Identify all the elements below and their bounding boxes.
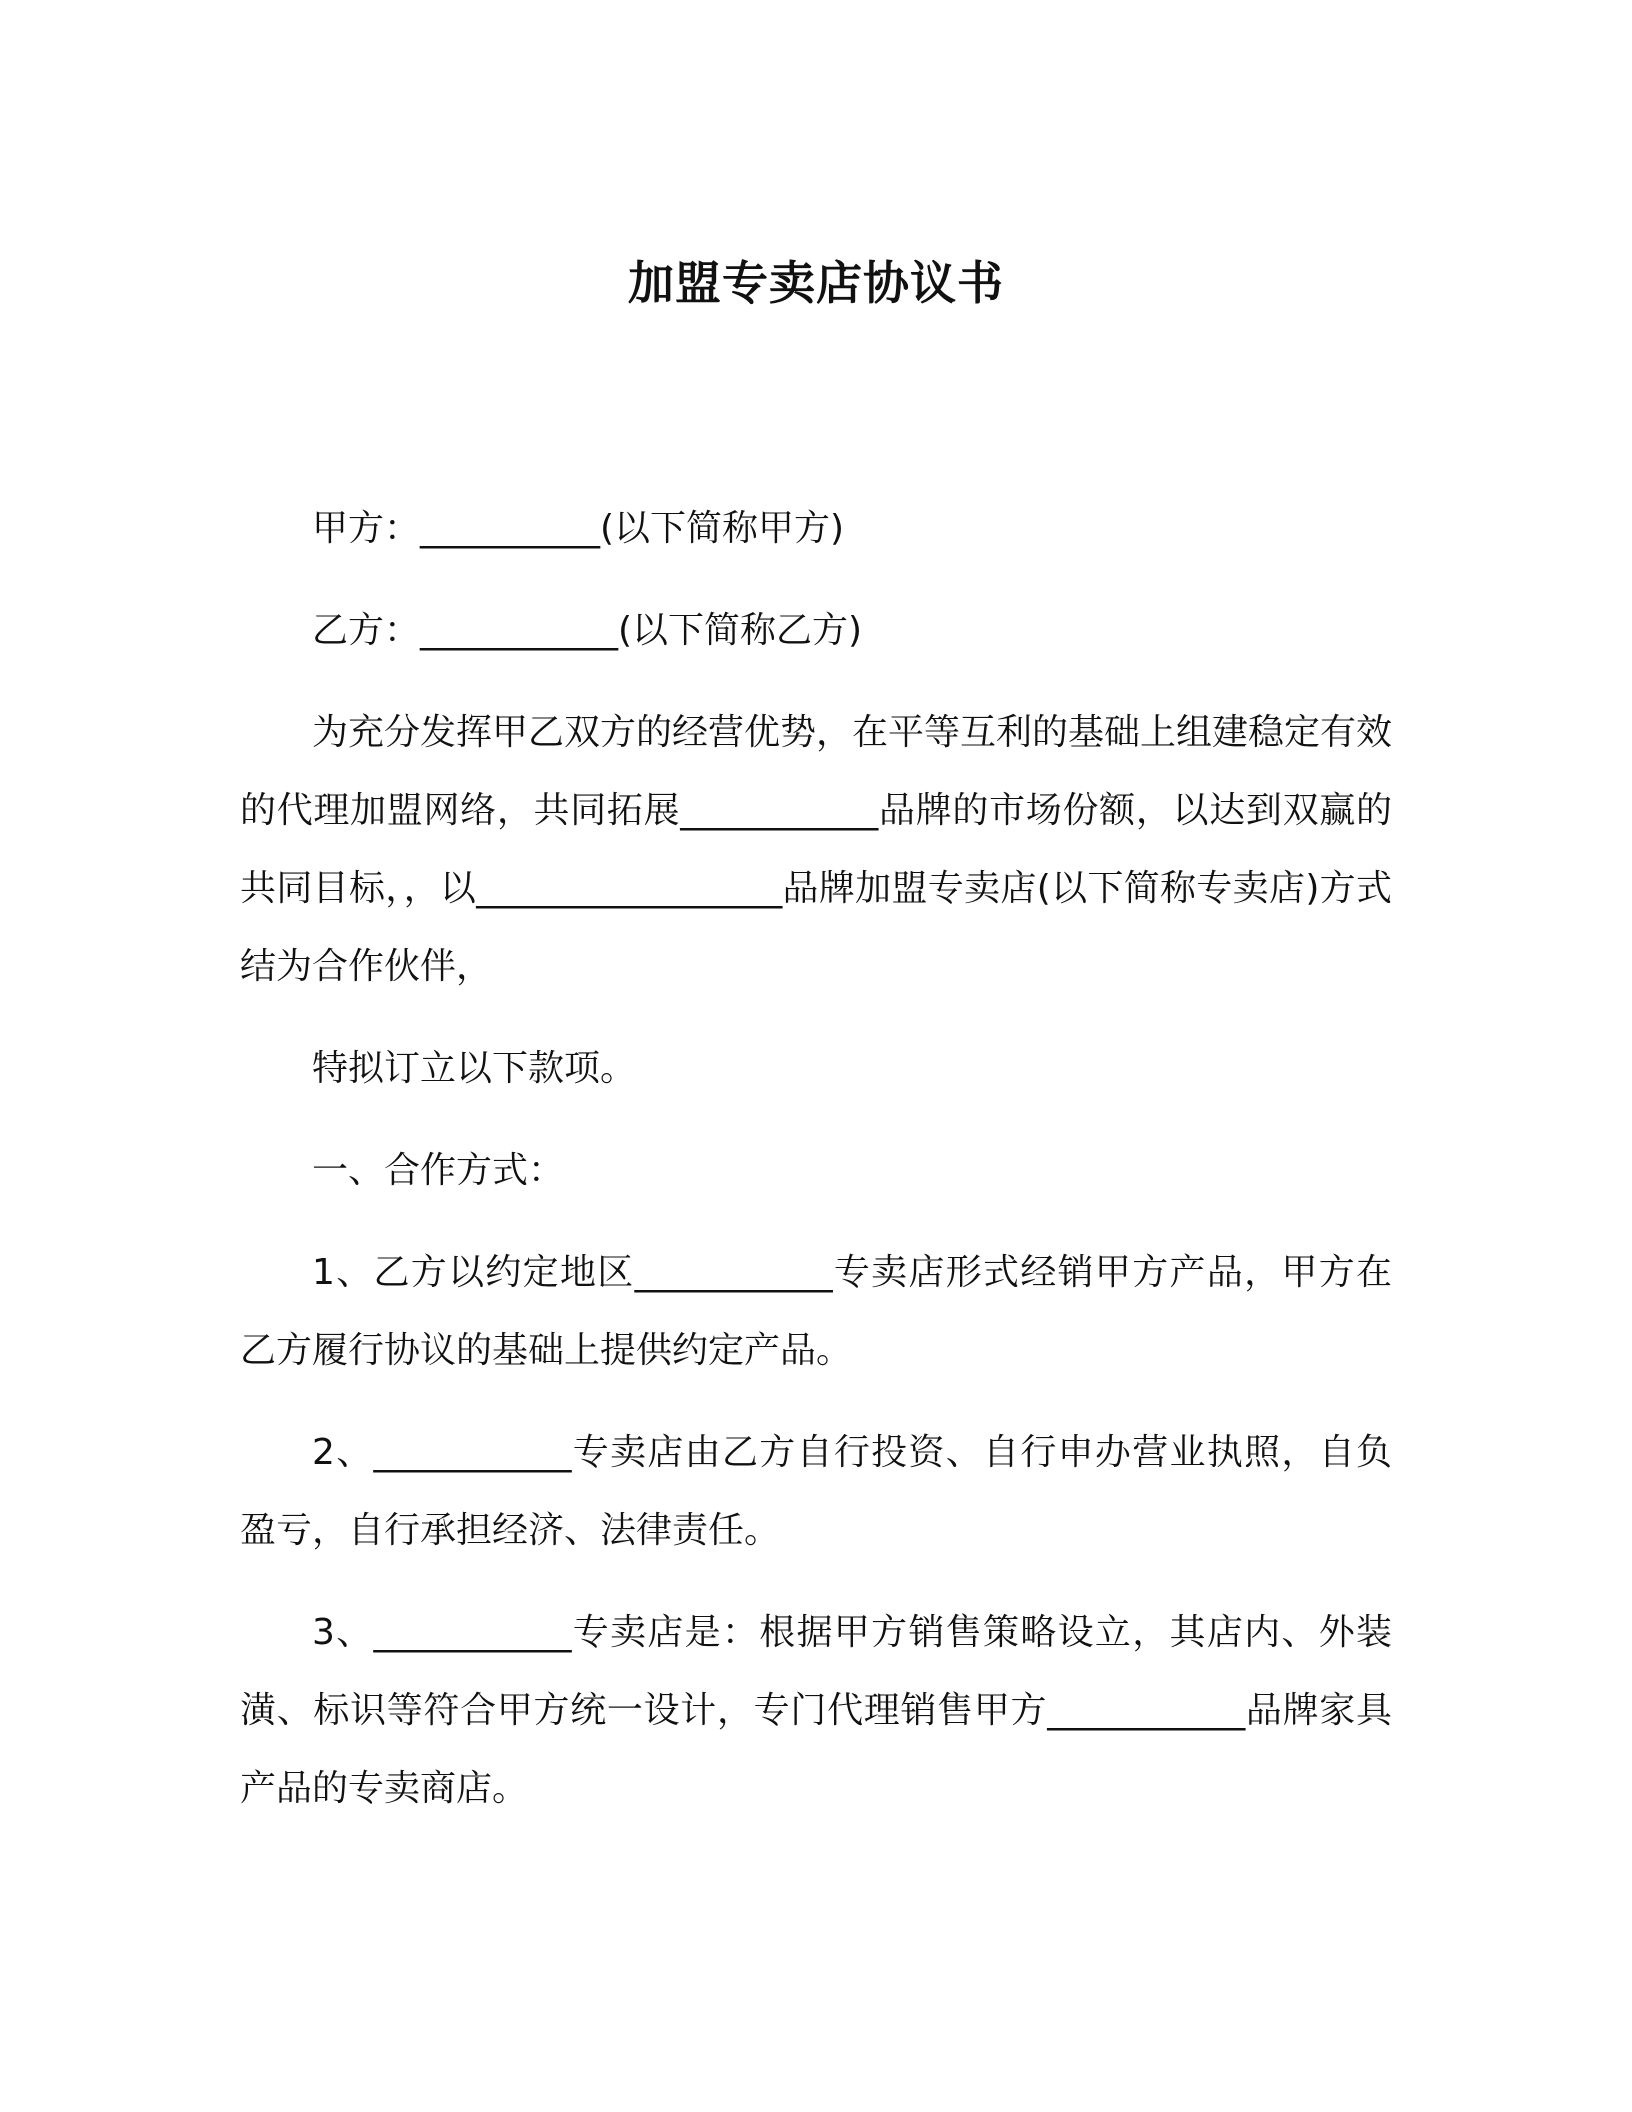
clause-3: 3、___________专卖店是：根据甲方销售策略设立，其店内、外装潢、标识等符合甲方统一设计，专门代理销售甲方___________品牌家具产品的专卖商店。: [240, 1612, 1392, 1809]
document-body: [240, 490, 1392, 1852]
preamble-paragraph: 为充分发挥甲乙双方的经营优势，在平等互利的基础上组建稳定有效的代理加盟网络，共同拓展___________品牌的市场份额，以达到双赢的共同目标，，以_________________品牌加盟专卖店(以下简称专卖店)方式结为合作伙伴，: [240, 712, 1393, 987]
clause-2: 2、___________专卖店由乙方自行投资、自行申办营业执照，自负盈亏，自行承担经济、法律责任。: [240, 1432, 1392, 1551]
party-b-line: 乙方：___________(以下简称乙方): [312, 610, 863, 651]
party-a-line: 甲方：__________(以下简称甲方): [312, 508, 845, 549]
clause-1: 1、乙方以约定地区___________专卖店形式经销甲方产品，甲方在乙方履行协议的基础上提供约定产品。: [240, 1252, 1392, 1371]
section-1-heading: 一、合作方式：: [312, 1150, 565, 1191]
document-title: 加盟专卖店协议书: [628, 255, 1004, 310]
intro-paragraph: 特拟订立以下款项。: [312, 1048, 637, 1089]
